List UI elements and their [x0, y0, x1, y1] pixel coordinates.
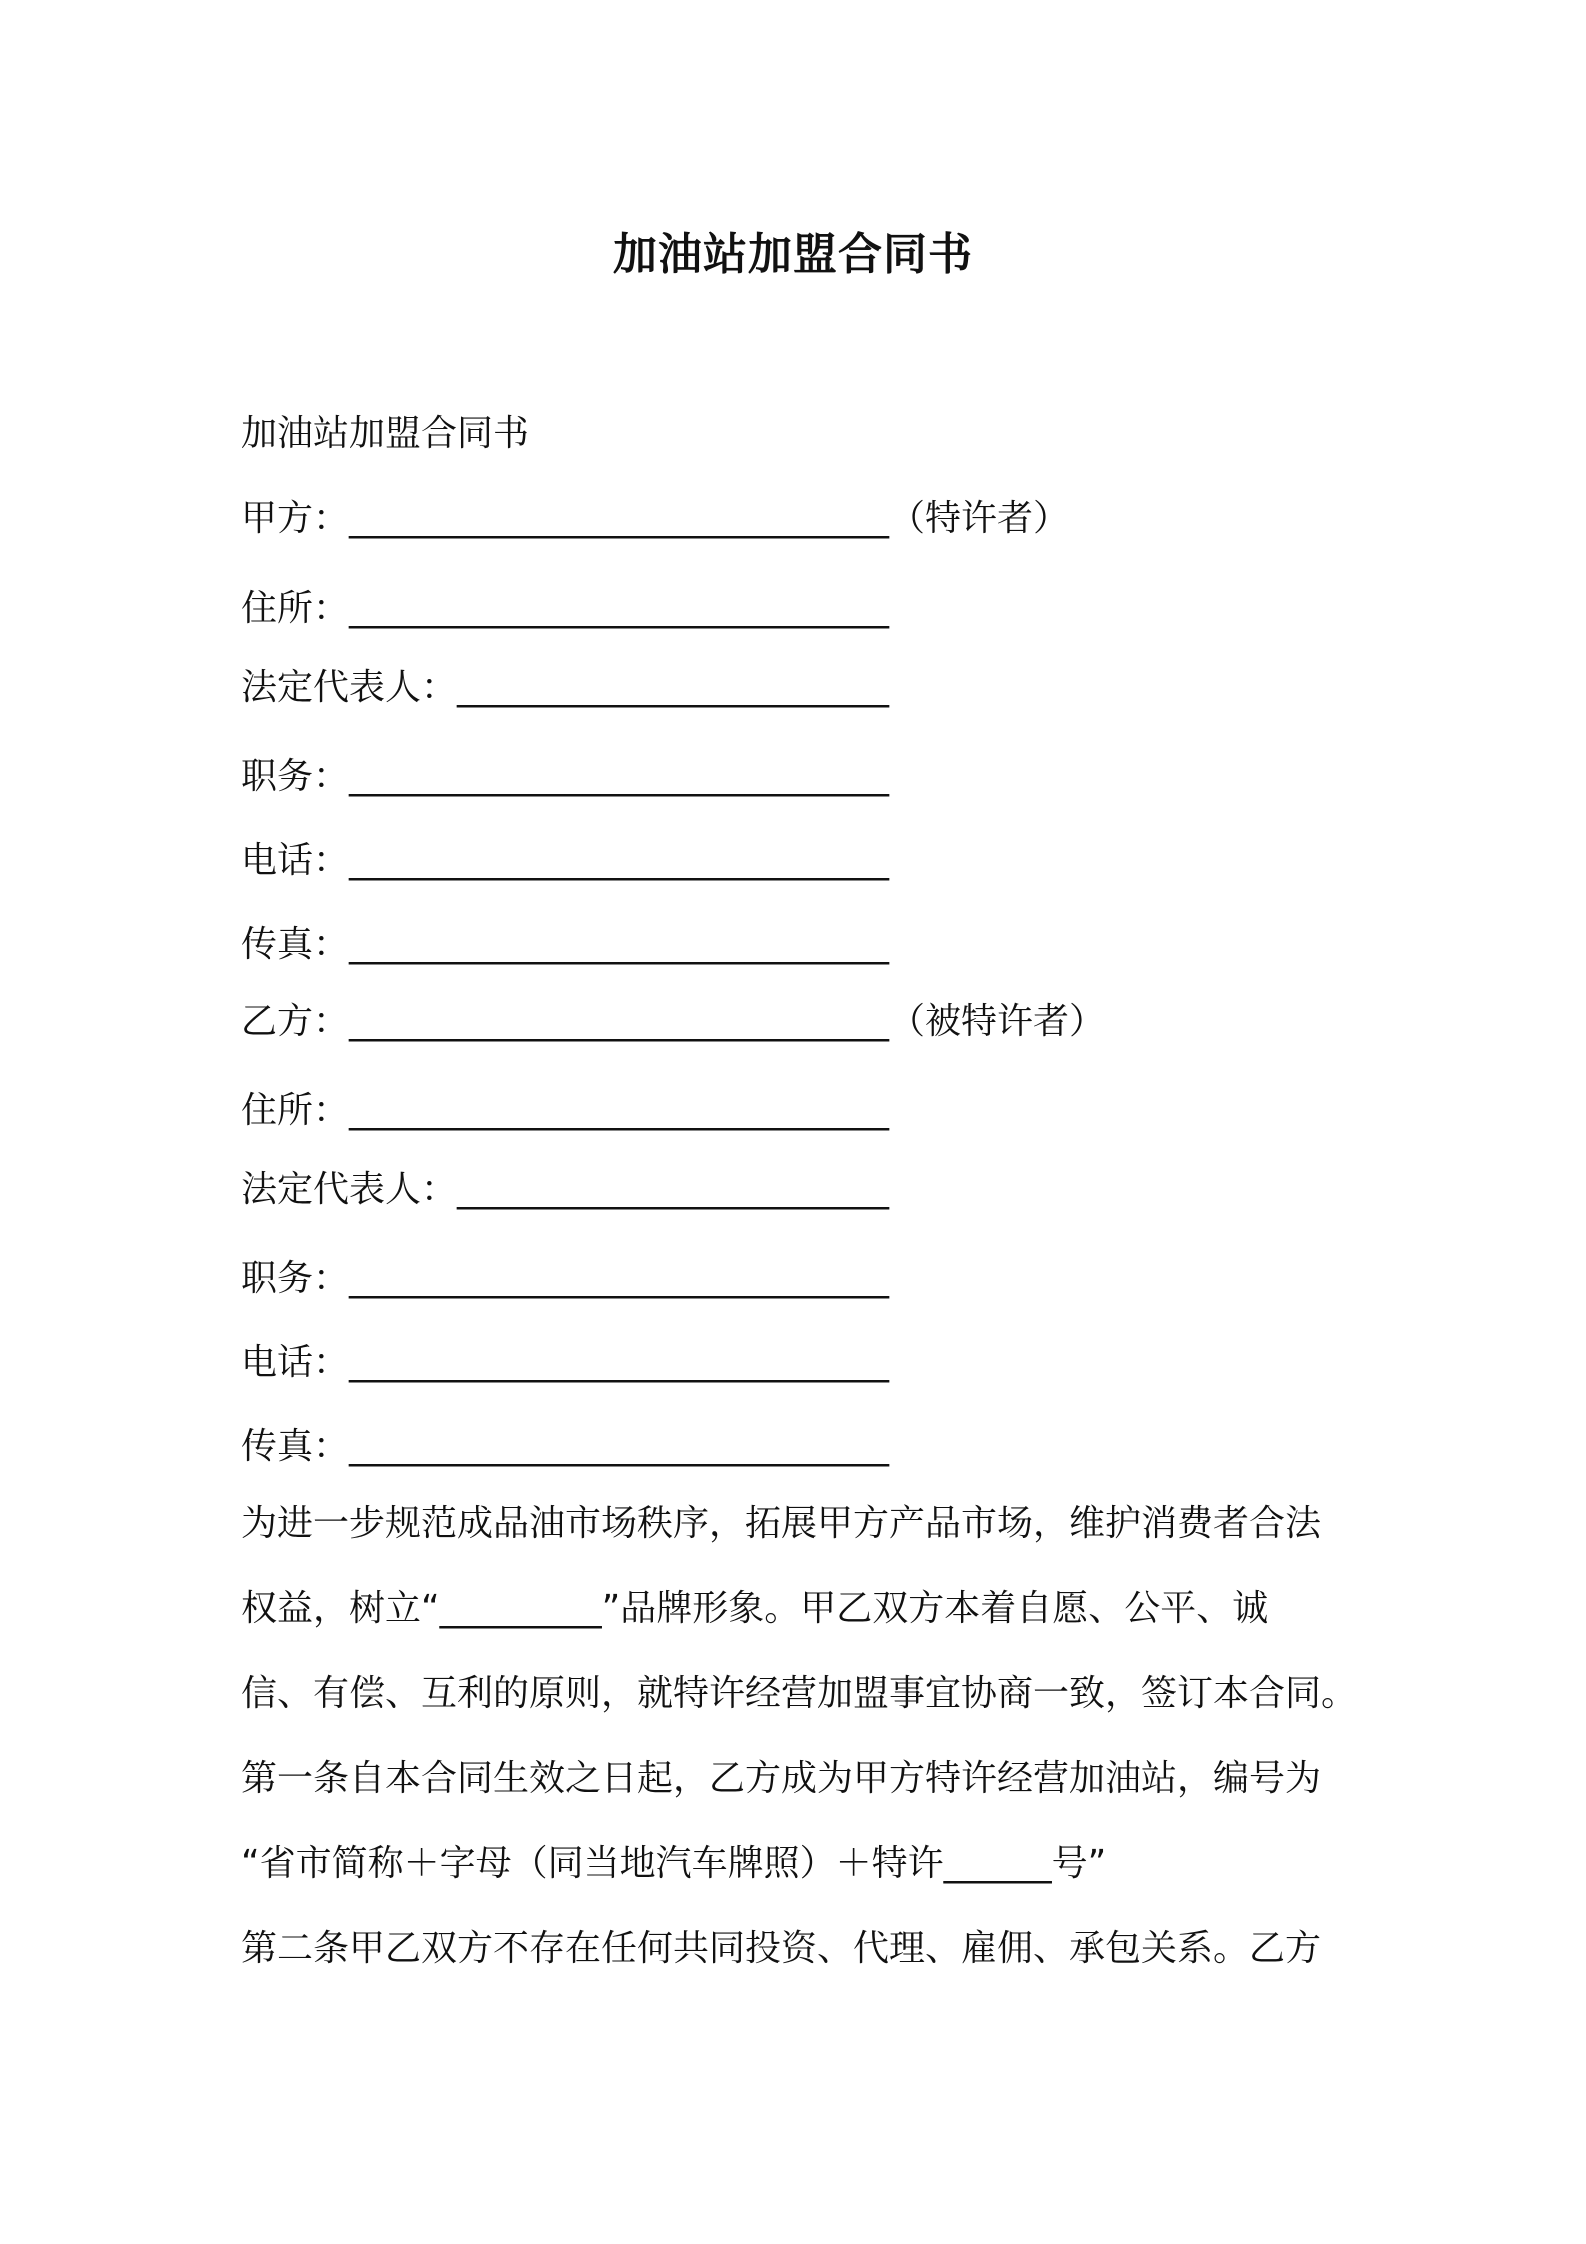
party-a-position-line: 职务：______________________________ [241, 756, 890, 797]
document-subtitle: 加油站加盟合同书 [241, 413, 530, 454]
party-a-phone-line: 电话：______________________________ [241, 840, 890, 881]
body-line: 为进一步规范成品油市场秩序，拓展甲方产品市场，维护消费者合法 [241, 1503, 1322, 1544]
document-title: 加油站加盟合同书 [613, 229, 973, 280]
party-b-legal-rep-line: 法定代表人：________________________ [241, 1169, 890, 1210]
body-line: 第一条自本合同生效之日起，乙方成为甲方特许经营加油站，编号为 [241, 1758, 1322, 1799]
party-a-fax-line: 传真：______________________________ [241, 924, 890, 965]
party-a-address-line: 住所：______________________________ [241, 588, 890, 629]
body-line: 权益，树立“_________”品牌形象。甲乙双方本着自愿、公平、诚 [241, 1588, 1269, 1629]
body-line: “省市简称＋字母（同当地汽车牌照）＋特许______号” [241, 1843, 1107, 1884]
party-b-position-line: 职务：______________________________ [241, 1258, 890, 1299]
body-line: 第二条甲乙双方不存在任何共同投资、代理、雇佣、承包关系。乙方 [241, 1928, 1322, 1969]
party-b-address-line: 住所：______________________________ [241, 1090, 890, 1131]
body-line: 信、有偿、互利的原则，就特许经营加盟事宜协商一致，签订本合同。 [241, 1673, 1358, 1714]
party-b-name-line: 乙方：______________________________（被特许者） [241, 1001, 1106, 1042]
party-a-legal-rep-line: 法定代表人：________________________ [241, 667, 890, 708]
party-a-name-line: 甲方：______________________________（特许者） [241, 498, 1070, 539]
party-b-phone-line: 电话：______________________________ [241, 1342, 890, 1383]
party-b-fax-line: 传真：______________________________ [241, 1426, 890, 1467]
